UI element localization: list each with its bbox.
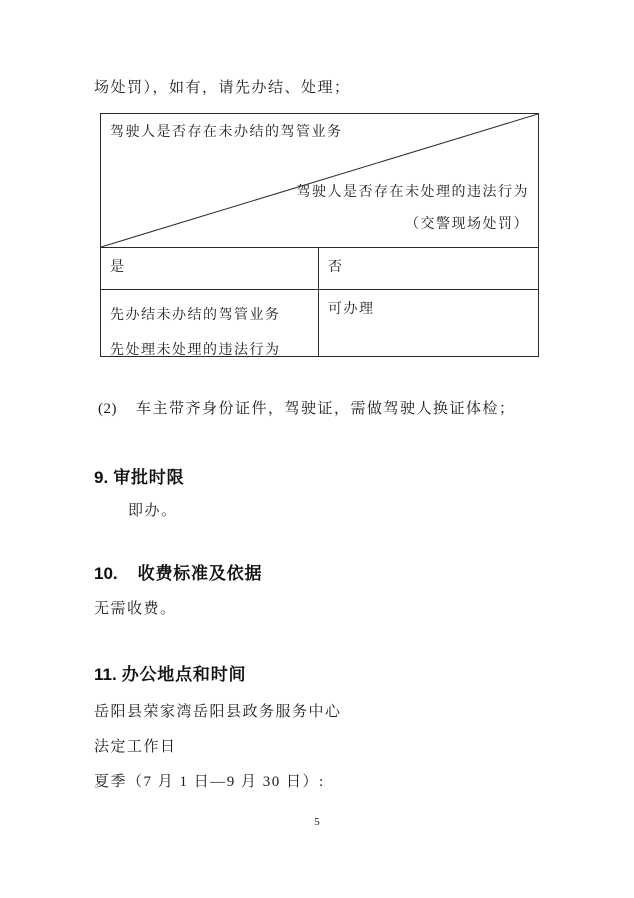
summer-hours-line: 夏季（7 月 1 日—9 月 30 日）: — [94, 774, 325, 790]
table-header-col-label-line1: 驾驶人是否存在未处理的违法行为 — [296, 185, 529, 200]
table-cell-yes-action — [101, 290, 319, 356]
table-cell-no-action: 可办理 — [328, 302, 375, 317]
table-cell-no: 否 — [328, 260, 344, 275]
table-cell-yes: 是 — [101, 248, 319, 289]
office-address-line: 岳阳县荣家湾岳阳县政务服务中心 — [94, 704, 342, 720]
yes-action-line2: 先处理未处理的违法行为 — [110, 343, 281, 358]
section-10-heading — [94, 561, 538, 587]
table-header-col-label — [297, 177, 530, 241]
section-10-title: 收费标准及依据 — [137, 564, 263, 583]
page-number: 5 — [314, 816, 320, 828]
table-diagonal-header-cell — [101, 114, 538, 247]
decision-table — [100, 113, 539, 357]
table-row-options — [101, 247, 538, 289]
intro-line: 场处罚），如有，请先办结、处理； — [94, 80, 351, 96]
workdays-line: 法定工作日 — [94, 739, 177, 755]
yes-action-line1: 先办结未办结的驾管业务 — [110, 308, 281, 323]
section-9-heading — [94, 465, 538, 491]
section-9-number: 9. — [94, 468, 109, 487]
section-9-body: 即办。 — [128, 503, 178, 519]
table-row-actions — [101, 289, 538, 356]
section-10-body: 无需收费。 — [94, 601, 177, 617]
item-2-text: 车主带齐身份证件，驾驶证，需做驾驶人换证体检； — [136, 401, 516, 417]
section-9-title: 审批时限 — [113, 468, 185, 487]
section-10-number: 10. — [94, 564, 118, 583]
section-11-number: 11. — [94, 665, 117, 684]
table-header-row-label: 驾驶人是否存在未办结的驾管业务 — [110, 125, 343, 140]
section-11-heading — [94, 662, 538, 688]
item-2-number: (2) — [98, 401, 117, 417]
table-header-col-label-line2: （交警现场处罚） — [405, 217, 529, 232]
item-2 — [98, 397, 538, 421]
section-11-title: 办公地点和时间 — [121, 665, 247, 684]
